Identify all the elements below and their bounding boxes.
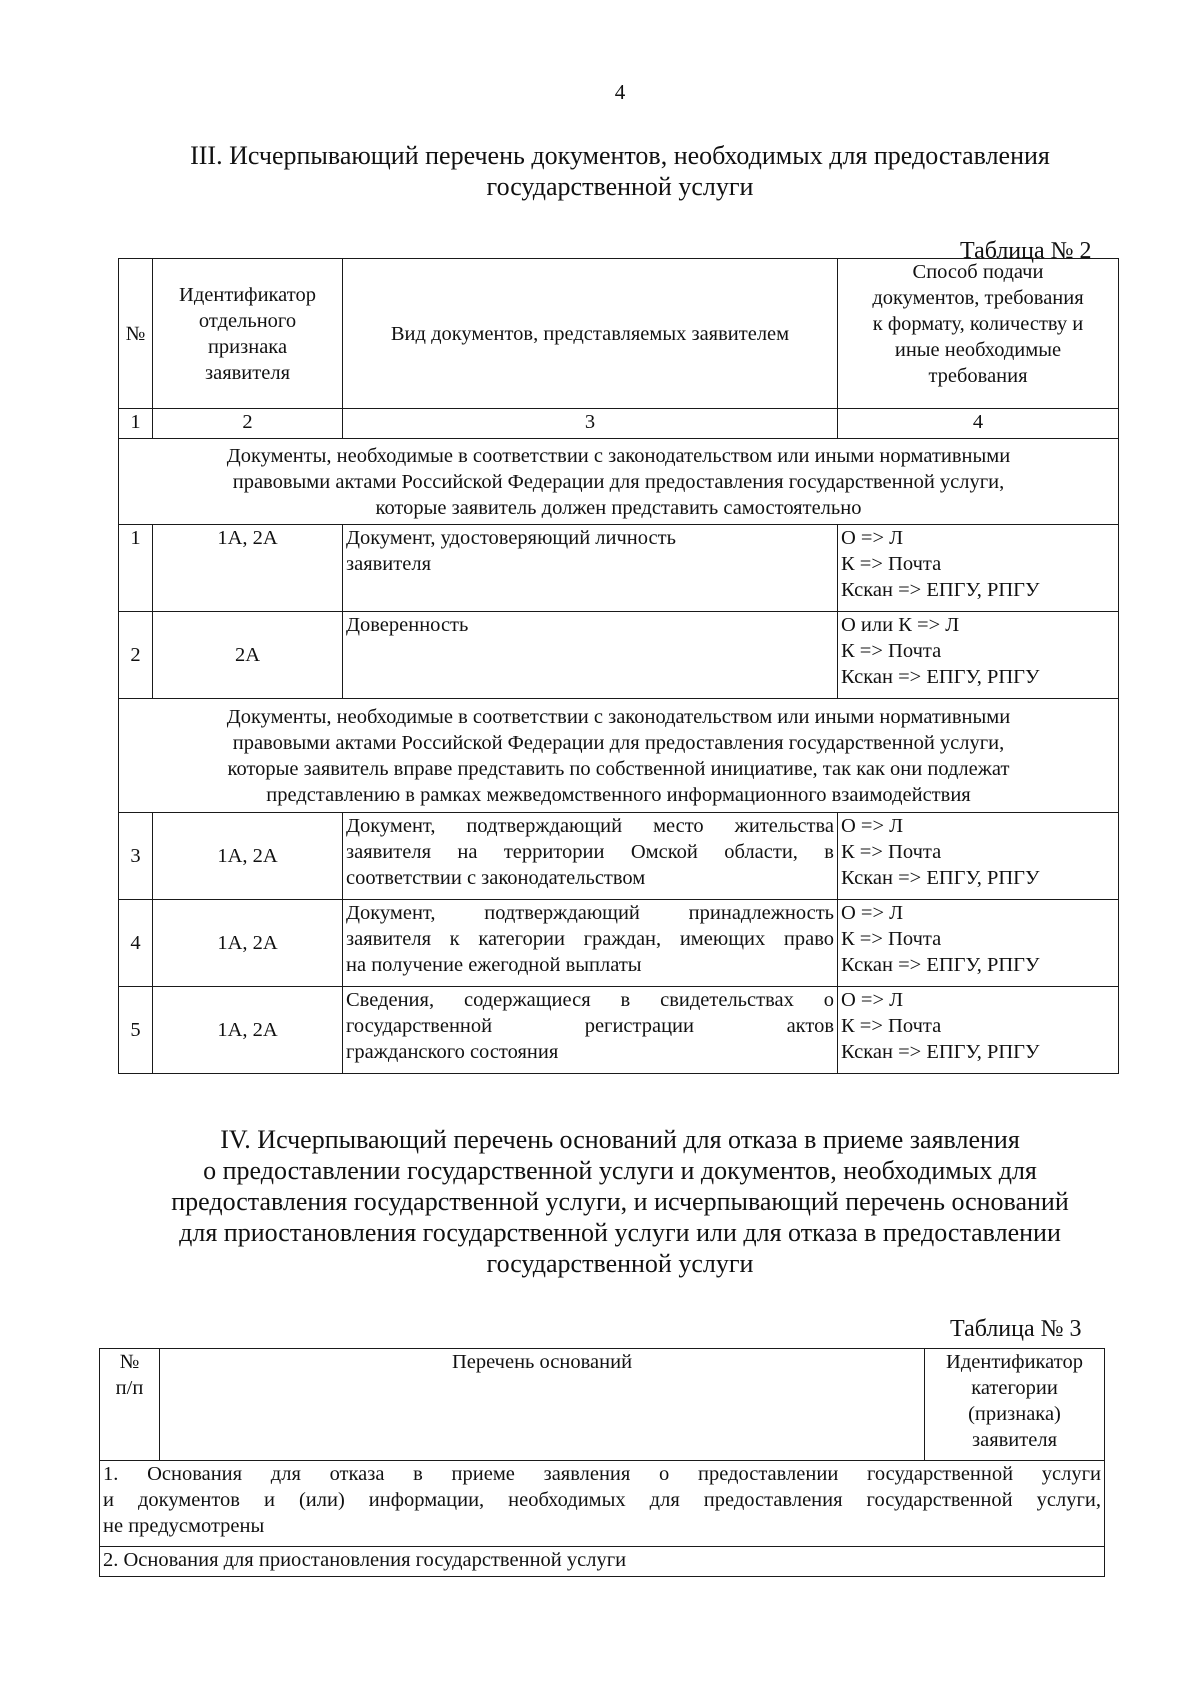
header-text-line: п/п [115,1377,144,1399]
header-category-identifier [925,1349,1105,1461]
section-3-title [90,140,1150,202]
header-identifier [153,259,343,409]
page-number: 4 [614,80,626,104]
table-row [119,525,1119,612]
row-number: 1 [119,525,153,612]
row-method [838,813,1119,900]
section-4-title-line: предоставления государственной услуги, и исчерпывающий перечень оснований [171,1187,1069,1216]
grounds-row [100,1461,1105,1547]
row-document [343,525,838,612]
document-text-line: Документ, подтверждающий принадлежность [346,902,834,924]
document-text-line: Документ, подтверждающий место жительства [346,815,834,837]
section-3-title-line: государственной услуги [486,172,754,201]
method-text-line: К => Почта [841,928,942,950]
grounds-text-line: 2. Основания для приостановления государственной услуги [103,1549,627,1571]
row-document [343,813,838,900]
table-row [100,1461,1105,1547]
row-identifier: 1А, 2А [153,525,343,612]
column-number: 1 [119,409,153,439]
method-text-line: О => Л [841,527,904,549]
grounds-text-line: не предусмотрены [103,1515,265,1537]
header-documents: Вид документов, представляемых заявителем [343,259,838,409]
row-identifier: 2А [153,612,343,699]
row-document [343,987,838,1074]
document-text-line: гражданского состояния [346,1041,559,1063]
document-text-line: заявителя [346,553,431,575]
document-text-line: соответствии с законодательством [346,867,646,889]
column-number: 2 [153,409,343,439]
method-text-line: О => Л [841,989,904,1011]
row-document [343,612,838,699]
method-text-line: К => Почта [841,553,942,575]
table-row [119,813,1119,900]
method-text-line: Кскан => ЕПГУ, РПГУ [841,579,1040,601]
row-identifier: 1А, 2А [153,813,343,900]
method-text-line: Кскан => ЕПГУ, РПГУ [841,867,1040,889]
row-identifier: 1А, 2А [153,987,343,1074]
row-document [343,900,838,987]
header-grounds-list: Перечень оснований [160,1349,925,1461]
section-4-title-line: для приостановления государственной услуги или для отказа в предоставлении [179,1218,1061,1247]
group-heading-line: правовыми актами Российской Федерации для предоставления государственной услуги, [232,731,1005,754]
document-text-line: заявителя на территории Омской области, в [346,841,834,863]
header-text-line: Идентификатор [179,283,316,306]
header-text-line: заявителя [205,361,290,384]
header-number: № [119,259,153,409]
document-text-line: Доверенность [346,614,469,636]
row-method [838,612,1119,699]
header-text-line: требования [928,365,1028,387]
group-heading-line: Документы, необходимые в соответствии с законодательством или иными нормативными [226,705,1011,728]
header-text-line: категории [971,1377,1058,1399]
method-text-line: К => Почта [841,841,942,863]
group-heading-mandatory [119,439,1119,525]
document-text-line: заявителя к категории граждан, имеющих право [346,928,834,950]
header-text-line: заявителя [972,1429,1057,1451]
row-method [838,987,1119,1074]
header-text-line: к формату, количеству и [872,313,1084,335]
header-text-line: отдельного [198,309,297,332]
section-3-title-line: III. Исчерпывающий перечень документов, необходимых для предоставления [190,141,1050,170]
header-text-line: документов, требования [872,287,1084,309]
header-text-line: иные необходимые [894,339,1062,361]
section-4-title-line: IV. Исчерпывающий перечень оснований для отказа в приеме заявления [220,1125,1020,1154]
documents-table [118,258,1119,1074]
grounds-row [100,1547,1105,1577]
method-text-line: О => Л [841,815,904,837]
header-text-line: Идентификатор [946,1351,1083,1373]
group-heading-line: Документы, необходимые в соответствии с законодательством или иными нормативными [226,444,1011,467]
column-number: 4 [838,409,1119,439]
grounds-text-line: и документов и (или) информации, необходимых для предоставления государственной услуги, [103,1489,1101,1511]
table-row [119,612,1119,699]
row-number: 5 [119,987,153,1074]
method-text-line: Кскан => ЕПГУ, РПГУ [841,666,1040,688]
header-text-line: признака [207,335,288,358]
document-text-line: на получение ежегодной выплаты [346,954,642,976]
table-row [119,987,1119,1074]
table-3-caption: Таблица № 3 [950,1316,1082,1342]
method-text-line: О => Л [841,902,904,924]
section-4-title-line: государственной услуги [486,1249,754,1278]
section-4-title-line: о предоставлении государственной услуги и документов, необходимых для [203,1156,1037,1185]
header-text-line: Способ подачи [912,261,1044,283]
group-heading-optional [119,699,1119,813]
group-heading-line: представлению в рамках межведомственного информационного взаимодействия [266,783,971,806]
row-method [838,525,1119,612]
group-heading-line: которые заявитель вправе представить по собственной инициативе, так как они подлежат [227,757,1010,780]
document-text-line: государственной регистрации актов [346,1015,834,1037]
row-number: 3 [119,813,153,900]
row-identifier: 1А, 2А [153,900,343,987]
group-heading-line: правовыми актами Российской Федерации для предоставления государственной услуги, [232,470,1005,493]
section-4-title [90,1124,1150,1279]
row-method [838,900,1119,987]
header-number [100,1349,160,1461]
header-text-line: № [119,1351,140,1373]
table-2-caption: Таблица № 2 [960,238,1092,264]
method-text-line: Кскан => ЕПГУ, РПГУ [841,954,1040,976]
row-number: 4 [119,900,153,987]
header-method [838,259,1119,409]
method-text-line: Кскан => ЕПГУ, РПГУ [841,1041,1040,1063]
table-row [119,900,1119,987]
method-text-line: К => Почта [841,640,942,662]
document-text-line: Документ, удостоверяющий личность [346,527,676,549]
method-text-line: О или К => Л [841,614,960,636]
table-row [100,1547,1105,1577]
method-text-line: К => Почта [841,1015,942,1037]
grounds-table [99,1348,1105,1577]
column-number: 3 [343,409,838,439]
group-heading-line: которые заявитель должен представить самостоятельно [375,496,862,519]
document-text-line: Сведения, содержащиеся в свидетельствах о [346,989,834,1011]
row-number: 2 [119,612,153,699]
grounds-text-line: 1. Основания для отказа в приеме заявления о предоставлении государственной услуги [103,1463,1101,1485]
header-text-line: (признака) [968,1403,1061,1425]
